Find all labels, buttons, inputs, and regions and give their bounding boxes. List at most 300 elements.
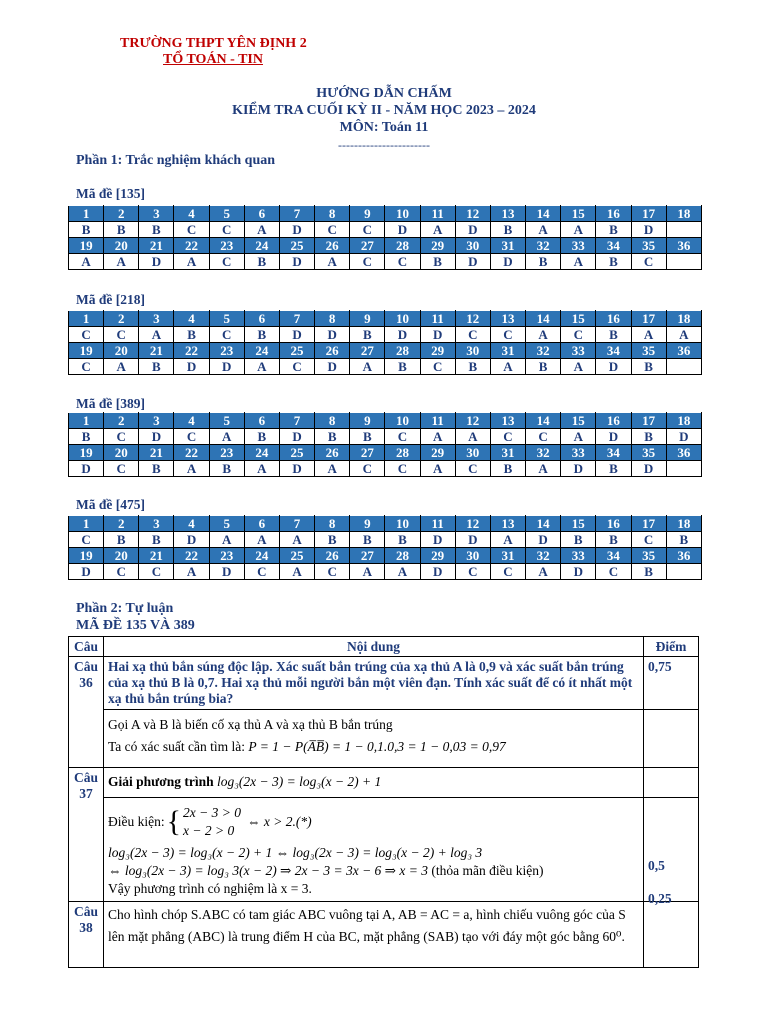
answer-cell: A — [315, 254, 350, 270]
question-number-cell: 5 — [209, 516, 244, 532]
solution-step: ⇔ log₃(2x − 3) = log₃ 3(x − 2) ⇒ 2x − 3 = 3x − 6 ⇒ x = 3 — [108, 863, 428, 878]
question-number-cell: 25 — [279, 548, 314, 564]
condition: 2x − 3 > 0 — [183, 805, 241, 820]
question-number-cell: 14 — [526, 206, 561, 222]
answer-cell: B — [350, 429, 385, 445]
answer-row — [69, 327, 702, 343]
question-number-cell: 4 — [174, 311, 209, 327]
answer-cell: C — [420, 359, 455, 375]
answer-cell: C — [69, 359, 104, 375]
answer-cell: B — [69, 222, 104, 238]
question-number-cell: 34 — [596, 548, 631, 564]
question-number-cell: 26 — [315, 343, 350, 359]
number-row — [69, 343, 702, 359]
answer-cell: D — [561, 461, 596, 477]
question-number-cell: 16 — [596, 413, 631, 429]
answer-cell: B — [526, 359, 561, 375]
answer-cell: B — [666, 532, 701, 548]
answer-cell: B — [385, 532, 420, 548]
question-number-cell: 36 — [666, 548, 701, 564]
answer-table-475 — [68, 515, 702, 580]
question-number-cell: 7 — [279, 311, 314, 327]
question-number-cell: 2 — [104, 516, 139, 532]
question-number-cell: 10 — [385, 413, 420, 429]
answer-table-218 — [68, 310, 702, 375]
question-number-cell: 4 — [174, 413, 209, 429]
question-number-cell: 21 — [139, 343, 174, 359]
solution-note: (thỏa mãn điều kiện) — [431, 863, 544, 878]
answer-cell: A — [561, 222, 596, 238]
question-number-cell: 16 — [596, 516, 631, 532]
answer-cell: C — [174, 429, 209, 445]
doc-subtitle: KIỂM TRA CUỐI KỲ II - NĂM HỌC 2023 – 2024 — [232, 103, 536, 118]
answer-cell: D — [455, 532, 490, 548]
question-number-cell: 8 — [315, 311, 350, 327]
answer-cell: A — [209, 429, 244, 445]
answer-cell: D — [455, 254, 490, 270]
points: 0,25 — [648, 891, 672, 906]
col-header-points: Điểm — [644, 637, 699, 657]
equation: log₃(2x − 3) = log₃(x − 2) + 1 — [216, 774, 382, 789]
question-text: Hai xạ thủ bắn súng độc lập. Xác suất bắn trúng của xạ thủ A là 0,9 và xác suất bắn trúng của xạ thủ B là 0,7. Hai xạ thủ mỗi người bắn một viên đạn. Tính xác suất để có ít nhất một xạ thủ bắn trúng bia? — [104, 657, 644, 710]
number-row — [69, 548, 702, 564]
question-number-cell: 2 — [104, 206, 139, 222]
question-number-cell: 24 — [244, 238, 279, 254]
question-number-cell: 29 — [420, 548, 455, 564]
answer-cell: A — [490, 359, 525, 375]
answer-cell: B — [385, 359, 420, 375]
question-number-cell: 29 — [420, 343, 455, 359]
answer-cell: B — [350, 327, 385, 343]
question-number-cell: 6 — [244, 311, 279, 327]
question-number-cell: 15 — [561, 516, 596, 532]
answer-cell: D — [174, 359, 209, 375]
answer-cell: C — [315, 564, 350, 580]
answer-cell: C — [631, 254, 666, 270]
answer-cell: C — [209, 327, 244, 343]
question-number-cell: 14 — [526, 413, 561, 429]
answer-cell: C — [104, 327, 139, 343]
question-number-cell: 24 — [244, 445, 279, 461]
question-number-cell: 19 — [69, 548, 104, 564]
question-number-cell: 8 — [315, 413, 350, 429]
col-header-content: Nội dung — [104, 637, 644, 657]
number-row — [69, 311, 702, 327]
answer-cell: D — [139, 254, 174, 270]
question-number-cell: 7 — [279, 413, 314, 429]
answer-cell: C — [490, 564, 525, 580]
answer-cell: B — [244, 327, 279, 343]
answer-cell: D — [631, 222, 666, 238]
condition: x − 2 > 0 — [183, 823, 235, 838]
answer-cell: A — [526, 461, 561, 477]
question-number-cell: 10 — [385, 516, 420, 532]
answer-cell: A — [420, 429, 455, 445]
question-number-cell: 21 — [139, 238, 174, 254]
question-number-cell: 24 — [244, 343, 279, 359]
part1-heading: Phần 1: Trắc nghiệm khách quan — [76, 153, 276, 168]
answer-cell: D — [279, 222, 314, 238]
question-number-cell: 19 — [69, 445, 104, 461]
question-number-cell: 30 — [455, 445, 490, 461]
answer-cell: A — [526, 564, 561, 580]
question-number-cell: 33 — [561, 238, 596, 254]
solution-step: log₃(2x − 3) = log₃(x − 2) + 1 ⇔ log₃(2x − 3) = log₃(x − 2) + log₃ 3 — [108, 845, 483, 860]
answer-cell: B — [490, 461, 525, 477]
answer-cell: B — [174, 327, 209, 343]
divider: ----------------------- — [338, 138, 430, 152]
answer-cell: B — [420, 254, 455, 270]
question-number-cell: 30 — [455, 343, 490, 359]
answer-cell: D — [666, 429, 701, 445]
question-number-cell: 28 — [385, 343, 420, 359]
condition-result: ⇔ x > 2.(*) — [247, 814, 312, 829]
answer-cell: A — [174, 254, 209, 270]
question-number-cell: 27 — [350, 445, 385, 461]
question-number-cell: 22 — [174, 343, 209, 359]
answer-cell: C — [385, 254, 420, 270]
question-number-cell: 20 — [104, 343, 139, 359]
question-number-cell: 15 — [561, 413, 596, 429]
question-number-cell: 28 — [385, 445, 420, 461]
question-number-cell: 21 — [139, 445, 174, 461]
doc-title: HƯỚNG DẪN CHẤM — [316, 86, 452, 101]
answer-cell: D — [315, 359, 350, 375]
answer-cell: B — [209, 461, 244, 477]
question-number-cell: 28 — [385, 238, 420, 254]
question-number-cell: 34 — [596, 445, 631, 461]
question-number-cell: 11 — [420, 413, 455, 429]
question-number-cell: 11 — [420, 516, 455, 532]
answer-cell — [666, 564, 701, 580]
question-number-cell: 10 — [385, 311, 420, 327]
question-number-cell: 18 — [666, 516, 701, 532]
answer-cell: C — [455, 327, 490, 343]
number-row — [69, 206, 702, 222]
question-number-cell: 8 — [315, 206, 350, 222]
code-label: Mã đề [389] — [76, 396, 145, 411]
answer-cell: B — [350, 532, 385, 548]
question-number-cell: 12 — [455, 206, 490, 222]
question-number-cell: 36 — [666, 445, 701, 461]
answer-cell: C — [631, 532, 666, 548]
answer-cell: A — [279, 532, 314, 548]
code-label: Mã đề [135] — [76, 186, 145, 201]
answer-cell: D — [385, 222, 420, 238]
question-number-cell: 8 — [315, 516, 350, 532]
answer-cell: C — [69, 532, 104, 548]
answer-row — [69, 359, 702, 375]
question-number-cell: 22 — [174, 238, 209, 254]
answer-cell: D — [279, 461, 314, 477]
answer-cell: C — [385, 461, 420, 477]
col-header-question: Câu — [69, 637, 104, 657]
question-number-cell: 25 — [279, 238, 314, 254]
question-number-cell: 35 — [631, 343, 666, 359]
question-number-cell: 4 — [174, 516, 209, 532]
answer-cell: B — [104, 222, 139, 238]
answer-cell: B — [244, 429, 279, 445]
question-number-cell: 33 — [561, 548, 596, 564]
answer-cell: B — [455, 359, 490, 375]
answer-cell: C — [174, 222, 209, 238]
question-number-cell: 26 — [315, 445, 350, 461]
answer-row — [69, 532, 702, 548]
answer-cell: B — [596, 254, 631, 270]
condition-block — [108, 804, 639, 840]
question-number-cell: 23 — [209, 548, 244, 564]
answer-cell: A — [315, 461, 350, 477]
answer-cell: B — [315, 429, 350, 445]
question-number-cell: 4 — [174, 206, 209, 222]
answer-cell: B — [139, 222, 174, 238]
answer-cell: A — [139, 327, 174, 343]
question-number-cell: 29 — [420, 238, 455, 254]
answer-cell: A — [420, 461, 455, 477]
answer-cell: C — [315, 222, 350, 238]
answer-cell: C — [350, 254, 385, 270]
answer-row — [69, 222, 702, 238]
answer-cell: B — [139, 461, 174, 477]
answer-cell: A — [244, 532, 279, 548]
answer-cell: A — [174, 461, 209, 477]
question-number-cell: 26 — [315, 238, 350, 254]
number-row — [69, 413, 702, 429]
answer-cell: C — [385, 429, 420, 445]
question-number-cell: 31 — [490, 343, 525, 359]
answer-cell: A — [631, 327, 666, 343]
answer-cell: C — [596, 564, 631, 580]
question-number-cell: 28 — [385, 548, 420, 564]
question-number-cell: 26 — [315, 548, 350, 564]
answer-row — [69, 564, 702, 580]
question-number: Câu 37 — [69, 768, 104, 902]
answer-cell: D — [69, 564, 104, 580]
question-number-cell: 20 — [104, 548, 139, 564]
answer-cell: B — [631, 429, 666, 445]
question-number-cell: 19 — [69, 343, 104, 359]
answer-cell: D — [420, 532, 455, 548]
question-number-cell: 15 — [561, 206, 596, 222]
answer-cell: B — [596, 327, 631, 343]
question-number-cell: 18 — [666, 413, 701, 429]
question-number: Câu 38 — [69, 902, 104, 968]
answer-cell: D — [279, 429, 314, 445]
question-number-cell: 9 — [350, 311, 385, 327]
answer-cell: B — [139, 532, 174, 548]
question-number-cell: 14 — [526, 516, 561, 532]
question-number-cell: 32 — [526, 445, 561, 461]
points: 0,75 — [644, 657, 699, 710]
answer-cell: D — [385, 327, 420, 343]
answer-cell: A — [244, 461, 279, 477]
question-number-cell: 32 — [526, 548, 561, 564]
question-number-cell: 23 — [209, 343, 244, 359]
question-number-cell: 25 — [279, 445, 314, 461]
essay-table — [68, 636, 699, 968]
question-number-cell: 34 — [596, 238, 631, 254]
question-number-cell: 1 — [69, 516, 104, 532]
school-name: TRƯỜNG THPT YÊN ĐỊNH 2 — [120, 36, 307, 51]
answer-cell: C — [104, 461, 139, 477]
question-number-cell: 22 — [174, 548, 209, 564]
question-number-cell: 12 — [455, 516, 490, 532]
answer-cell: A — [174, 564, 209, 580]
question-number-cell: 9 — [350, 516, 385, 532]
answer-cell: B — [631, 564, 666, 580]
question-number-cell: 11 — [420, 206, 455, 222]
question-text: Giải phương trình — [108, 774, 214, 789]
question-number-cell: 12 — [455, 311, 490, 327]
number-row — [69, 516, 702, 532]
question-number-cell: 20 — [104, 445, 139, 461]
answer-cell: C — [455, 461, 490, 477]
question-number-cell: 13 — [490, 311, 525, 327]
answer-cell: C — [209, 222, 244, 238]
question-number-cell: 11 — [420, 311, 455, 327]
answer-cell: B — [104, 532, 139, 548]
answer-cell: A — [526, 327, 561, 343]
answer-cell: D — [526, 532, 561, 548]
answer-cell: A — [104, 254, 139, 270]
question-text: Cho hình chóp S.ABC có tam giác ABC vuông tại A, AB = AC = a, hình chiếu vuông góc của S lên mặt phẳng (ABC) là trung điểm H của BC, mặt phẳng (SAB) tạo với đáy một góc bằng 60⁰. — [104, 902, 644, 968]
question-number-cell: 15 — [561, 311, 596, 327]
answer-cell: A — [279, 564, 314, 580]
question-number-cell: 1 — [69, 413, 104, 429]
answer-cell: D — [561, 564, 596, 580]
question-number-cell: 35 — [631, 548, 666, 564]
question-number-cell: 1 — [69, 311, 104, 327]
subject-line: MÔN: Toán 11 — [339, 120, 429, 135]
question-number-cell: 22 — [174, 445, 209, 461]
question-number-cell: 27 — [350, 343, 385, 359]
answer-cell: D — [420, 564, 455, 580]
solution-line: Ta có xác suất cần tìm là: — [108, 739, 245, 754]
answer-cell: A — [561, 359, 596, 375]
answer-cell — [666, 222, 701, 238]
question-number-cell: 6 — [244, 206, 279, 222]
question-number-cell: 14 — [526, 311, 561, 327]
answer-cell: B — [490, 222, 525, 238]
question-number-cell: 5 — [209, 413, 244, 429]
answer-cell: A — [350, 564, 385, 580]
answer-cell: A — [104, 359, 139, 375]
answer-cell: C — [490, 327, 525, 343]
question-number-cell: 29 — [420, 445, 455, 461]
answer-cell: A — [490, 532, 525, 548]
question-number-cell: 6 — [244, 413, 279, 429]
question-number-cell: 30 — [455, 548, 490, 564]
question-number-cell: 23 — [209, 238, 244, 254]
question-number-cell: 7 — [279, 206, 314, 222]
question-number-cell: 33 — [561, 343, 596, 359]
answer-cell: A — [420, 222, 455, 238]
solution-line: Gọi A và B là biến cố xạ thủ A và xạ thủ B bắn trúng — [108, 717, 393, 732]
question-number-cell: 32 — [526, 343, 561, 359]
answer-cell: C — [104, 429, 139, 445]
question-number-cell: 2 — [104, 413, 139, 429]
answer-cell: D — [455, 222, 490, 238]
answer-cell: A — [561, 254, 596, 270]
question-number-cell: 23 — [209, 445, 244, 461]
question-number-cell: 12 — [455, 413, 490, 429]
question-number-cell: 3 — [139, 516, 174, 532]
answer-cell: D — [209, 564, 244, 580]
question-number-cell: 20 — [104, 238, 139, 254]
answer-cell: C — [139, 564, 174, 580]
answer-cell: B — [69, 429, 104, 445]
answer-cell: C — [209, 254, 244, 270]
answer-cell: B — [244, 254, 279, 270]
question-number-cell: 17 — [631, 311, 666, 327]
question-number-cell: 13 — [490, 413, 525, 429]
answer-cell: D — [315, 327, 350, 343]
answer-cell: D — [69, 461, 104, 477]
solution-conclusion: Vậy phương trình có nghiệm là x = 3. — [108, 881, 312, 896]
question-number-cell: 3 — [139, 311, 174, 327]
points: 0,5 — [648, 858, 665, 873]
part2-code: MÃ ĐỀ 135 VÀ 389 — [76, 618, 195, 633]
answer-cell: D — [420, 327, 455, 343]
answer-cell: A — [455, 429, 490, 445]
answer-row — [69, 461, 702, 477]
question-number-cell: 6 — [244, 516, 279, 532]
answer-cell: D — [139, 429, 174, 445]
answer-row — [69, 254, 702, 270]
question-number-cell: 36 — [666, 343, 701, 359]
answer-cell: D — [490, 254, 525, 270]
answer-cell: B — [631, 359, 666, 375]
answer-cell: A — [244, 359, 279, 375]
question-number-cell: 18 — [666, 311, 701, 327]
answer-cell: B — [315, 532, 350, 548]
question-number-cell: 31 — [490, 238, 525, 254]
question-number-cell: 31 — [490, 445, 525, 461]
answer-cell: D — [596, 429, 631, 445]
question-number-cell: 27 — [350, 548, 385, 564]
condition-label: Điều kiện: — [108, 814, 165, 829]
question-number-cell: 31 — [490, 548, 525, 564]
question-number-cell: 10 — [385, 206, 420, 222]
answer-cell: A — [69, 254, 104, 270]
answer-cell: B — [139, 359, 174, 375]
question-number-cell: 7 — [279, 516, 314, 532]
question-number-cell: 17 — [631, 206, 666, 222]
question-number-cell: 19 — [69, 238, 104, 254]
question-number-cell: 32 — [526, 238, 561, 254]
answer-cell — [666, 254, 701, 270]
code-label: Mã đề [218] — [76, 292, 145, 307]
question-number-cell: 30 — [455, 238, 490, 254]
answer-table-135 — [68, 205, 702, 270]
question-number-cell: 3 — [139, 413, 174, 429]
answer-cell: D — [209, 359, 244, 375]
answer-cell: A — [209, 532, 244, 548]
question-number-cell: 13 — [490, 206, 525, 222]
answer-cell: D — [596, 359, 631, 375]
answer-cell: D — [279, 254, 314, 270]
answer-cell: C — [561, 327, 596, 343]
code-label: Mã đề [475] — [76, 497, 145, 512]
number-row — [69, 445, 702, 461]
answer-row — [69, 429, 702, 445]
question-number-cell: 27 — [350, 238, 385, 254]
answer-cell: A — [666, 327, 701, 343]
answer-cell: B — [561, 532, 596, 548]
question-number-cell: 9 — [350, 413, 385, 429]
answer-cell: C — [350, 222, 385, 238]
question-number-cell: 5 — [209, 206, 244, 222]
